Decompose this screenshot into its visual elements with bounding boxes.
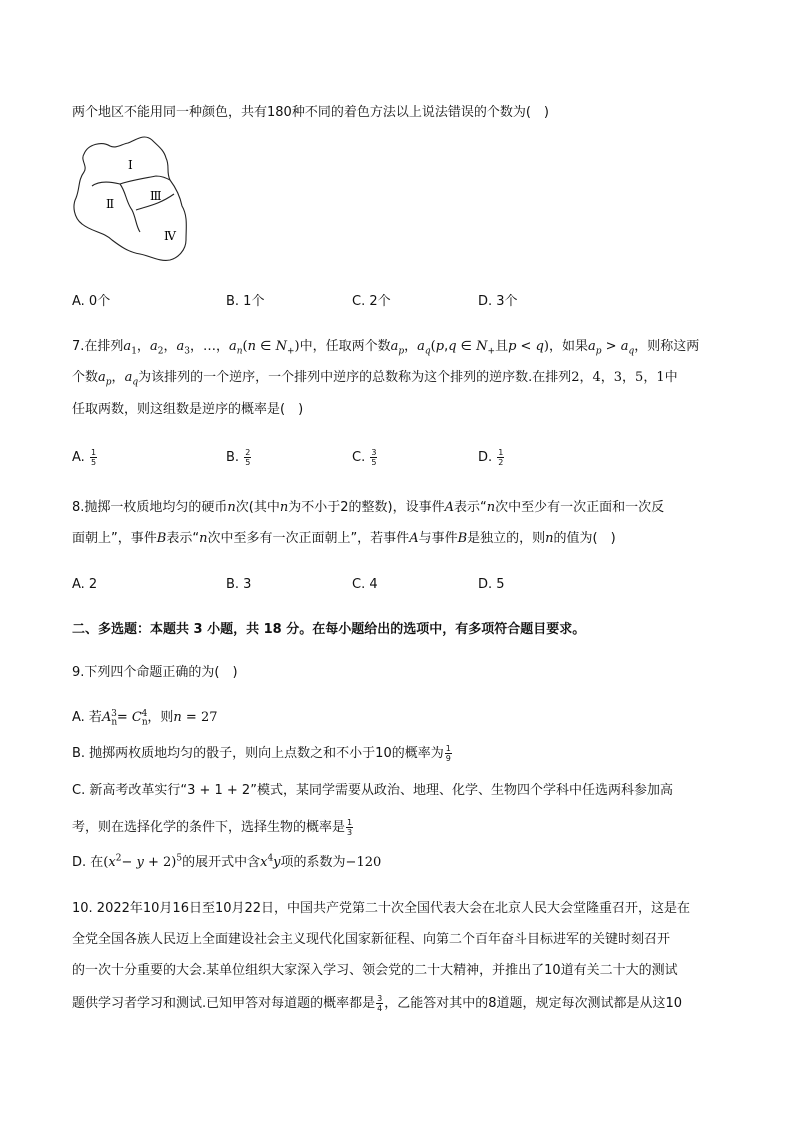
q7-option-d: D. $\frac{1}{2}$ [478, 448, 504, 467]
q10-line-1: 10. 2022年10月16日至10月22日，中国共产党第二十次全国代表大会在北京人民大会堂隆重召开，这是在 [72, 901, 691, 916]
q7-stem-line-1: 7.在排列$a_1$，$a_2$，$a_3$，…，$a_n(n$ ∈ $N_+$)中，任取两个数$a_p$，$a_q(p,q$ ∈ $N_+$且p < q)，如果$a_p > a_q$，则称这两 [72, 339, 700, 357]
q7-stem-line-2: 个数$a_p$，$a_q$为该排列的一个逆序，一个排列中逆序的总数称为这个排列的逆序数.在排列2，4，3，5，1中 [72, 370, 678, 388]
q9-option-a: A. 若$A_n^3= C_n^4$，则n = 27 [72, 708, 218, 728]
q8-stem-line-1: 8.抛掷一枚质地均匀的硬币n次(其中n为不小于2的整数)，设事件A表示“n次中至少有一次正面和一次反 [72, 500, 665, 515]
q9-option-c-line-2: 考，则在选择化学的条件下，选择生物的概率是 $\frac{1}{3}$ [72, 818, 353, 837]
q9-option-c-line-1: C. 新高考改革实行“3 + 1 + 2”模式，某同学需要从政治、地理、化学、生物四个学科中任选两科参加高 [72, 783, 673, 798]
map-divider-1 [92, 176, 170, 186]
q7-option-a: A. $\frac{1}{5}$ [72, 448, 97, 467]
q7-option-b: B. $\frac{2}{5}$ [226, 448, 251, 467]
q10-line-3: 的一次十分重要的大会.某单位组织大家深入学习、领会党的二十大精神，并推出了10道有关二十大的测试 [72, 963, 678, 978]
q8-option-d: D. 5 [478, 577, 505, 592]
q7-option-c: C. $\frac{3}{5}$ [352, 448, 377, 467]
q10-line-2: 全党全国各族人民迈上全面建设社会主义现代化国家新征程、向第二个百年奋斗目标进军的关键时刻召开 [72, 932, 671, 947]
region-label-3: Ⅲ [150, 189, 162, 203]
q9-stem: 9.下列四个命题正确的为( ) [72, 665, 238, 680]
region-label-2: Ⅱ [106, 197, 115, 211]
section-2-heading: 二、多选题：本题共 3 小题，共 18 分。在每小题给出的选项中，有多项符合题目要求。 [72, 622, 586, 637]
region-map-figure [70, 128, 190, 273]
q6-stem-line: 两个地区不能用同一种颜色，共有180种不同的着色方法以上说法错误的个数为( ) [72, 105, 549, 120]
region-label-1: Ⅰ [128, 158, 133, 172]
q6-option-a: A. 0个 [72, 294, 111, 309]
map-divider-2 [120, 184, 140, 232]
q6-option-b: B. 1个 [226, 294, 265, 309]
q6-option-d: D. 3个 [478, 294, 518, 309]
q8-option-a: A. 2 [72, 577, 98, 592]
q9-option-b: B. 抛掷两枚质地均匀的骰子，则向上点数之和不小于10的概率为 $\frac{1}{9}$ [72, 744, 451, 763]
q8-option-b: B. 3 [226, 577, 252, 592]
q7-stem-line-3: 任取两数，则这组数是逆序的概率是( ) [72, 402, 304, 417]
q9-option-d: D. 在$(x^2- y + 2)^5$的展开式中含$x^4y$项的系数为−120 [72, 853, 382, 870]
region-label-4: Ⅳ [164, 229, 176, 243]
q8-option-c: C. 4 [352, 577, 378, 592]
q10-line-4: 题供学习者学习和测试.已知甲答对每道题的概率都是 $\frac{3}{4}$ ，乙能答对其中的8道题，规定每次测试都是从这10 [72, 994, 683, 1013]
q6-option-c: C. 2个 [352, 294, 391, 309]
q8-stem-line-2: 面朝上”，事件B表示“n次中至多有一次正面朝上”，若事件A与事件B是独立的，则n的值为( ) [72, 531, 616, 546]
